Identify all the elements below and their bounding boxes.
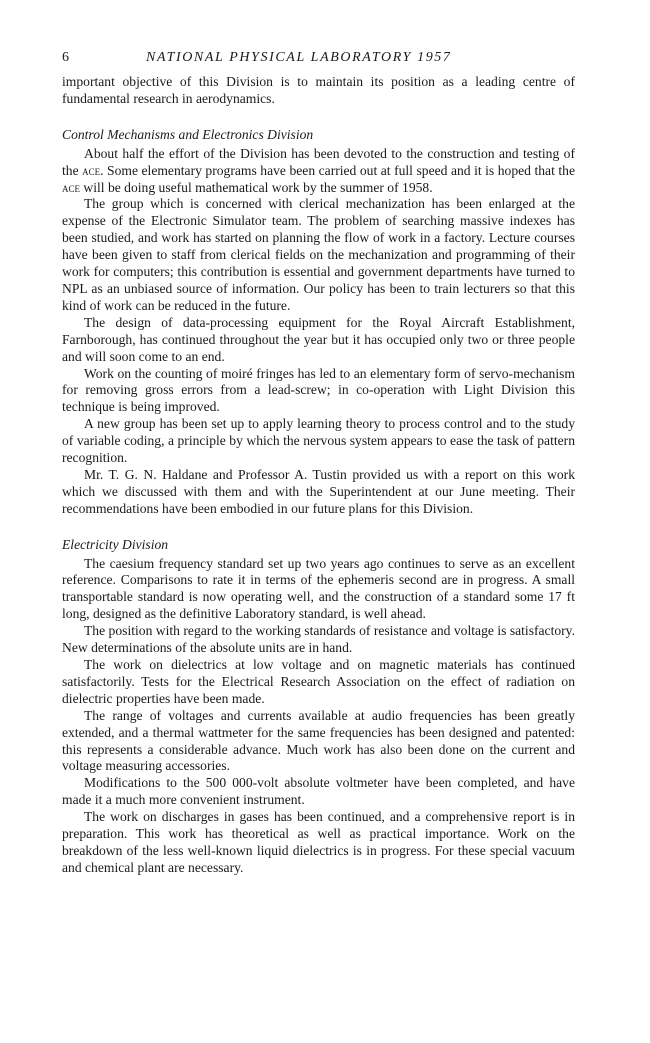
sections-container (62, 127, 575, 877)
paragraph: A new group has been set up to apply learning theory to process control and to the study of variable coding, a principle by which the nervous system appears to ease the task of pattern recognition. (62, 416, 575, 466)
paragraph: About half the effort of the Division has been devoted to the construction and testing of the ace. Some elementary programs have been carried out at full speed and it is hoped that the ace will be doing useful mathematical work by the summer of 1958. (62, 145, 575, 195)
paragraph: Work on the counting of moiré fringes has led to an elementary form of servo-mechanism for removing gross errors from a lead-screw; in co-operation with Light Division this technique is being improved. (62, 365, 575, 415)
paragraph: Mr. T. G. N. Haldane and Professor A. Tustin provided us with a report on this work which we discussed with them and with the Superintendent at our June meeting. Their recommendations have been embodied in our future plans for this Division. (62, 466, 575, 516)
paragraph: The caesium frequency standard set up two years ago continues to serve as an excellent reference. Comparisons to rate it in terms of the ephemeris second are in progress. A small transportable standard is now operating well, and the construction of a standard some 17 ft long, designed as the definitive Laboratory standard, is well ahead. (62, 555, 575, 622)
page-number: 6 (62, 50, 69, 65)
document-page (62, 50, 575, 877)
running-head (62, 50, 575, 70)
paragraph: The design of data-processing equipment for the Royal Aircraft Establishment, Farnborough, has continued throughout the year but it has occupied only two or three people and will soon come to an end. (62, 314, 575, 364)
paragraph: The work on dielectrics at low voltage and on magnetic materials has continued satisfactorily. Tests for the Electrical Research Association on the effect of radiation on dielectric properties have been made. (62, 657, 575, 706)
paragraph: The group which is concerned with clerical mechanization has been enlarged at the expense of the Electronic Simulator team. The problem of searching massive indexes has been studied, and work has started on planning the flow of work in a factory. Lecture courses have been given to staff from clerical fields on the mechanization and programming of their work for computers; this contribution is essential and government departments have turned to NPL as an unbiased source of information. Our policy has been to train lecturers so that this kind of work can be reduced in the future. (62, 196, 575, 313)
paragraph: The position with regard to the working standards of resistance and voltage is satisfactory. New determinations of the absolute units are in hand. (62, 623, 575, 656)
section-heading: Electricity Division (62, 536, 169, 552)
paragraph: Modifications to the 500 000-volt absolute voltmeter have been completed, and have made it a much more convenient instrument. (62, 775, 575, 808)
section (62, 537, 575, 877)
small-caps-text: ace (62, 180, 80, 195)
paragraph: The work on discharges in gases has been continued, and a comprehensive report is in preparation. This work has theoretical as well as practical importance. Work on the breakdown of the less well-known liquid dielectrics is in progress. For these special vacuum and chemical plant are necessary. (62, 809, 575, 875)
intro-paragraph: important objective of this Division is to maintain its position as a leading centre of fundamental research in aerodynamics. (62, 74, 575, 106)
paragraph: The range of voltages and currents available at audio frequencies has been greatly extended, and a thermal wattmeter for the same frequencies has been designed and patented: this represents a considerable advance. Much work has also been done on the current and voltage measuring accessories. (62, 707, 575, 774)
running-head-title: NATIONAL PHYSICAL LABORATORY 1957 (146, 50, 452, 65)
section-heading: Control Mechanisms and Electronics Division (62, 126, 314, 142)
small-caps-text: ace (82, 163, 101, 178)
section (62, 127, 575, 518)
